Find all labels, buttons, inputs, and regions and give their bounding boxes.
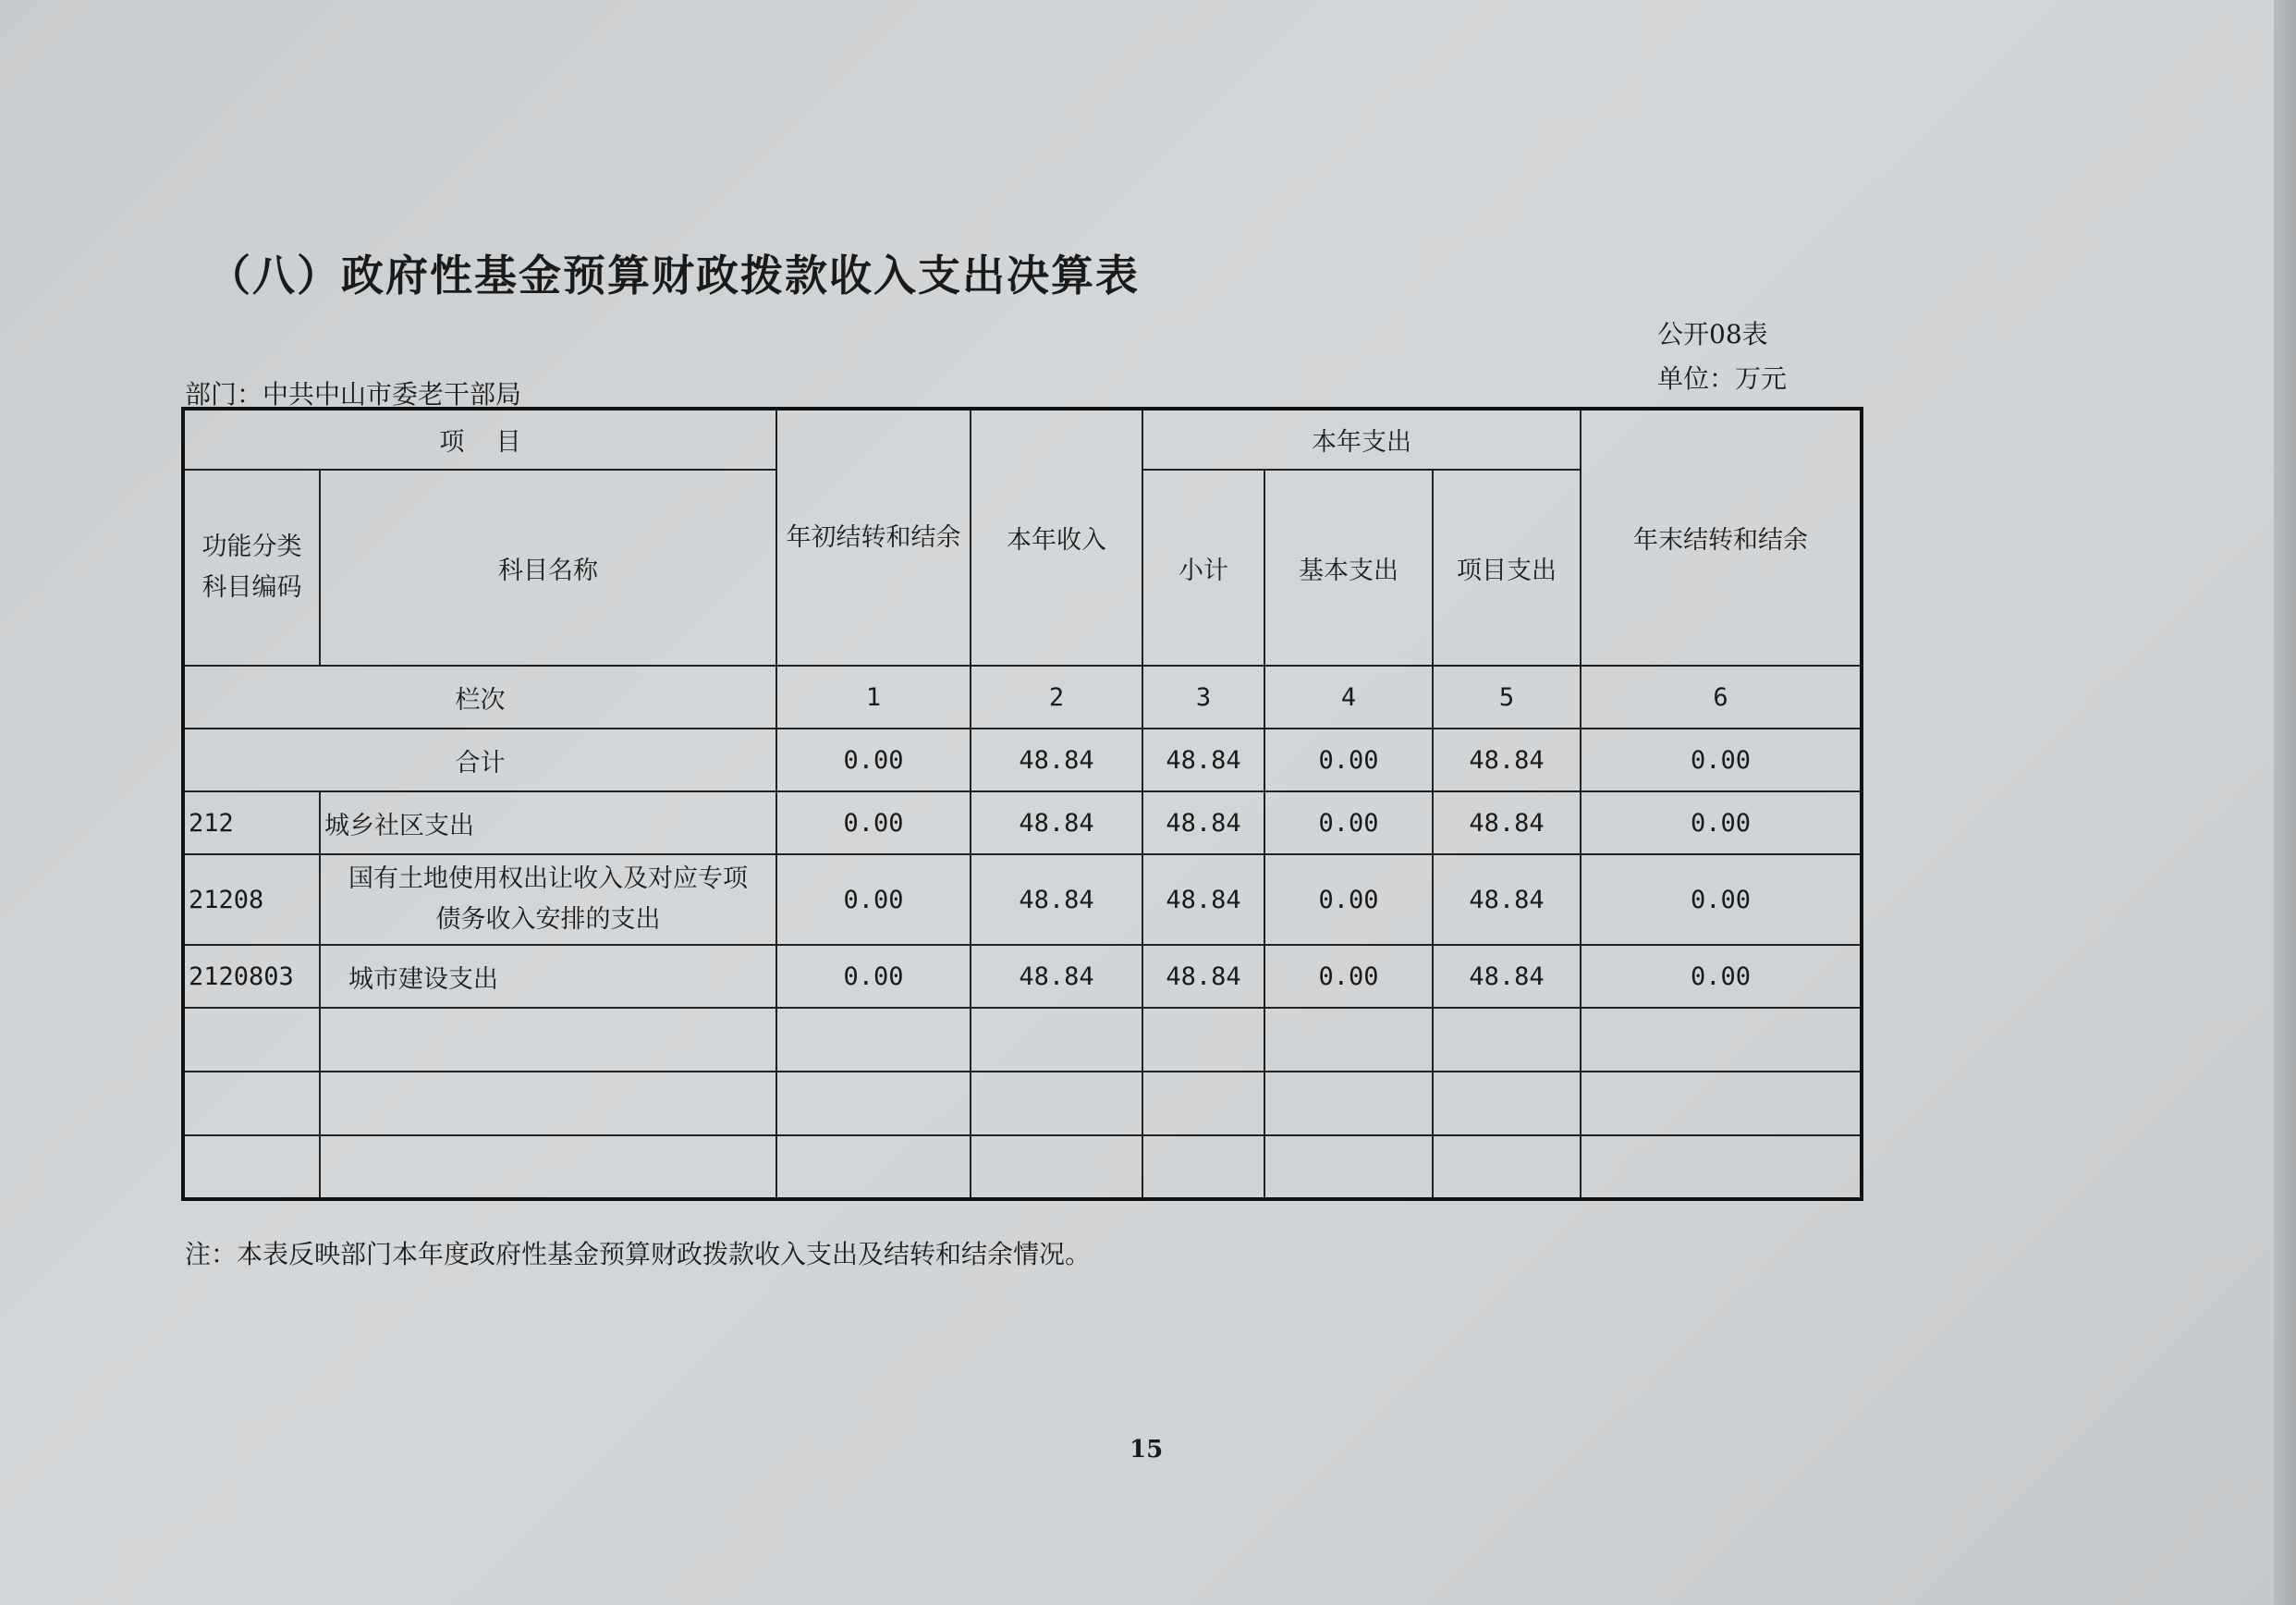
row-c6: 0.00 [1581, 945, 1862, 1008]
empty-cell [776, 1135, 971, 1199]
row-c3: 48.84 [1142, 791, 1264, 854]
header-project: 项目支出 [1433, 470, 1581, 666]
table-row [183, 945, 1862, 1008]
header-item: 项 目 [183, 409, 776, 470]
empty-cell [1142, 1008, 1264, 1072]
header-basic: 基本支出 [1264, 470, 1433, 666]
column-index-3: 3 [1142, 666, 1264, 729]
header-row-1 [183, 409, 1862, 470]
empty-cell [1433, 1008, 1581, 1072]
empty-cell [320, 1135, 776, 1199]
empty-cell [1433, 1135, 1581, 1199]
department-label: 部门：中共中山市委老干部局 [185, 379, 522, 410]
header-expense-group: 本年支出 [1142, 409, 1581, 470]
row-c2: 48.84 [971, 791, 1142, 854]
empty-cell [1142, 1135, 1264, 1199]
empty-cell [1264, 1008, 1433, 1072]
row-c5: 48.84 [1433, 854, 1581, 945]
header-code-line2: 科目编码 [202, 573, 302, 602]
header-subtotal: 小计 [1142, 470, 1264, 666]
empty-cell [1581, 1072, 1862, 1135]
empty-cell [1581, 1135, 1862, 1199]
total-c2: 48.84 [971, 729, 1142, 791]
table-row [183, 791, 1862, 854]
row-c2: 48.84 [971, 854, 1142, 945]
empty-cell [776, 1072, 971, 1135]
total-label: 合计 [183, 729, 776, 791]
row-name: 城乡社区支出 [320, 791, 776, 854]
total-c1: 0.00 [776, 729, 971, 791]
empty-cell [183, 1008, 320, 1072]
empty-cell [971, 1072, 1142, 1135]
column-index-label: 栏次 [183, 666, 776, 729]
row-c1: 0.00 [776, 945, 971, 1008]
empty-cell [971, 1008, 1142, 1072]
column-index-row [183, 666, 1862, 729]
row-name-line1: 国有土地使用权出让收入及对应专项 [348, 864, 748, 893]
empty-cell [320, 1008, 776, 1072]
column-index-4: 4 [1264, 666, 1433, 729]
column-index-6: 6 [1581, 666, 1862, 729]
empty-cell [1264, 1072, 1433, 1135]
table-row [183, 854, 1862, 945]
header-end-balance: 年末结转和结余 [1581, 409, 1862, 666]
row-c3: 48.84 [1142, 945, 1264, 1008]
header-income: 本年收入 [971, 409, 1142, 666]
form-number: 公开08表 [1657, 319, 1768, 349]
empty-cell [183, 1135, 320, 1199]
row-code: 212 [183, 791, 320, 854]
unit-label: 单位：万元 [1657, 363, 1788, 394]
column-index-1: 1 [776, 666, 971, 729]
row-c4: 0.00 [1264, 854, 1433, 945]
total-c6: 0.00 [1581, 729, 1862, 791]
empty-cell [1581, 1008, 1862, 1072]
table-note: 注：本表反映部门本年度政府性基金预算财政拨款收入支出及结转和结余情况。 [185, 1239, 1092, 1269]
empty-cell [776, 1008, 971, 1072]
total-c3: 48.84 [1142, 729, 1264, 791]
row-c3: 48.84 [1142, 854, 1264, 945]
empty-row [183, 1135, 1862, 1199]
page-title: （八）政府性基金预算财政拨款收入支出决算表 [208, 251, 1140, 300]
row-name: 城市建设支出 [320, 945, 776, 1008]
empty-cell [1264, 1135, 1433, 1199]
empty-row [183, 1072, 1862, 1135]
row-name-line2: 债务收入安排的支出 [435, 905, 661, 934]
row-c2: 48.84 [971, 945, 1142, 1008]
header-name: 科目名称 [320, 470, 776, 666]
empty-cell [1433, 1072, 1581, 1135]
row-c5: 48.84 [1433, 791, 1581, 854]
row-c6: 0.00 [1581, 791, 1862, 854]
empty-row [183, 1008, 1862, 1072]
empty-cell [320, 1072, 776, 1135]
row-c5: 48.84 [1433, 945, 1581, 1008]
column-index-5: 5 [1433, 666, 1581, 729]
page-number: 15 [1130, 1436, 1164, 1464]
total-row [183, 729, 1862, 791]
budget-table [181, 407, 1863, 1201]
header-begin-balance: 年初结转和结余 [776, 409, 971, 666]
header-code [183, 470, 320, 666]
row-c4: 0.00 [1264, 945, 1433, 1008]
column-index-2: 2 [971, 666, 1142, 729]
row-name [320, 854, 776, 945]
row-code: 2120803 [183, 945, 320, 1008]
row-c1: 0.00 [776, 854, 971, 945]
empty-cell [1142, 1072, 1264, 1135]
header-code-line1: 功能分类 [202, 533, 302, 561]
row-c6: 0.00 [1581, 854, 1862, 945]
empty-cell [971, 1135, 1142, 1199]
row-c1: 0.00 [776, 791, 971, 854]
total-c4: 0.00 [1264, 729, 1433, 791]
empty-cell [183, 1072, 320, 1135]
row-code: 21208 [183, 854, 320, 945]
row-c4: 0.00 [1264, 791, 1433, 854]
total-c5: 48.84 [1433, 729, 1581, 791]
